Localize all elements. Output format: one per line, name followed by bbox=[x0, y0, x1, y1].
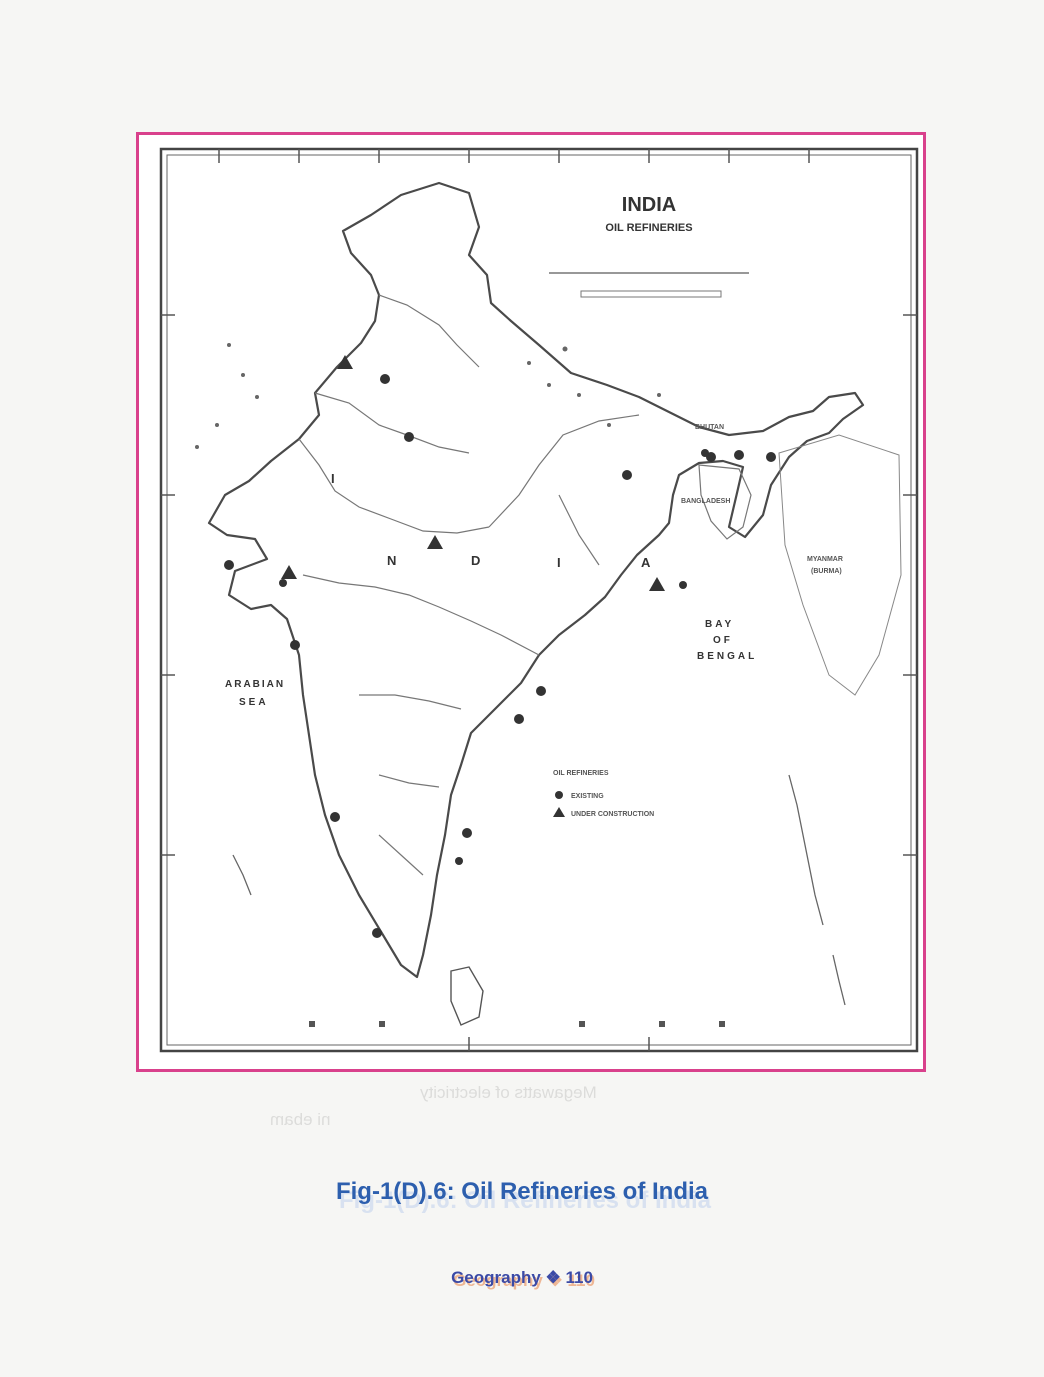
bay-of-bengal-label: OF bbox=[713, 635, 733, 646]
india-map bbox=[139, 135, 923, 1069]
country-letter: N bbox=[387, 553, 397, 568]
legend-under-construction-label: UNDER CONSTRUCTION bbox=[571, 811, 655, 818]
arabian-sea-label: SEA bbox=[239, 697, 269, 708]
map-frame bbox=[136, 132, 926, 1072]
country-letter: A bbox=[641, 555, 651, 570]
bangladesh-label: BANGLADESH bbox=[681, 498, 731, 505]
map-border bbox=[161, 149, 917, 1051]
legend-title: OIL REFINERIES bbox=[553, 770, 609, 777]
country-letter: I bbox=[557, 555, 561, 570]
bottom-edge-marks bbox=[309, 1021, 725, 1027]
bay-of-bengal-label: BENGAL bbox=[697, 651, 758, 662]
bleed-through-text: Megawatts of electricity bbox=[420, 1083, 597, 1102]
bay-of-bengal-label: BAY bbox=[705, 619, 735, 630]
myanmar-label: MYANMAR bbox=[807, 556, 843, 563]
map-subtitle: OIL REFINERIES bbox=[605, 222, 693, 234]
bhutan-label: BHUTAN bbox=[695, 424, 725, 431]
arabian-sea-label: ARABIAN bbox=[225, 679, 286, 690]
existing-refinery-markers bbox=[224, 374, 776, 938]
legend-existing-label: EXISTING bbox=[571, 793, 604, 800]
state-boundaries bbox=[299, 295, 639, 875]
scatter-marks bbox=[195, 343, 661, 449]
country-letter: I bbox=[331, 471, 335, 486]
graticule-ticks bbox=[161, 149, 917, 1051]
legend-existing-symbol bbox=[555, 791, 563, 799]
sri-lanka-outline bbox=[451, 967, 483, 1025]
map-title: INDIA bbox=[621, 194, 677, 216]
myanmar-label: (BURMA) bbox=[811, 568, 842, 575]
page-footer: Geography ❖ 110 bbox=[451, 1268, 593, 1287]
map-inner-border bbox=[167, 155, 911, 1045]
myanmar-outline bbox=[779, 435, 901, 695]
island-chains bbox=[233, 775, 845, 1005]
india-outline bbox=[209, 183, 863, 977]
bleed-through-text: ni ebam bbox=[270, 1110, 331, 1129]
figure-caption: Fig-1(D).6: Oil Refineries of India bbox=[335, 1178, 709, 1205]
legend-under-construction-symbol bbox=[553, 807, 565, 817]
scale-bar bbox=[581, 291, 721, 297]
country-letter: D bbox=[471, 553, 481, 568]
